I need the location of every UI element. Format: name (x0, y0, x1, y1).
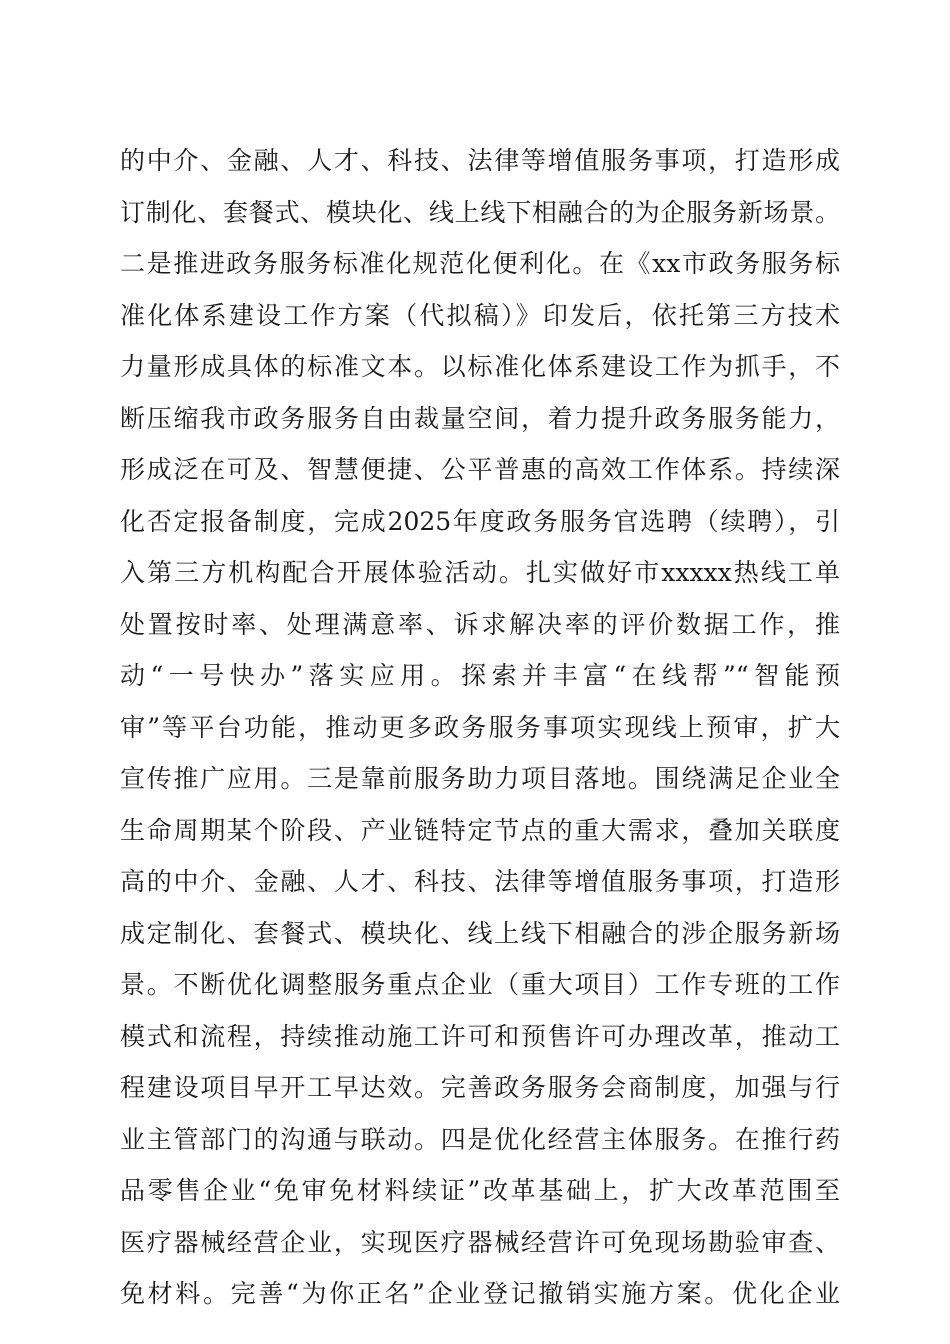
text-line: 入第三方机构配合开展体验活动。扎实做好市xxxxx热线工单 (120, 558, 840, 587)
text-line: 品零售企业“免审免材料续证”改革基础上，扩大改革范围至 (120, 1176, 840, 1205)
text-line: 业主管部门的沟通与联动。四是优化经营主体服务。在推行药 (120, 1124, 840, 1154)
text-line: 生命周期某个阶段、产业链特定节点的重大需求，叠加关联度 (120, 815, 840, 845)
text-line: 订制化、套餐式、模块化、线上线下相融合的为企服务新场景。 (120, 197, 840, 227)
text-line: 程建设项目早开工早达效。完善政务服务会商制度，加强与行 (120, 1073, 840, 1102)
text-line: 力量形成具体的标准文本。以标准化体系建设工作为抓手，不 (120, 352, 840, 381)
text-line: 动“一号快办”落实应用。探索并丰富“在线帮”“智能预 (120, 661, 840, 690)
text-line: 医疗器械经营企业，实现医疗器械经营许可免现场勘验审查、 (120, 1227, 840, 1257)
text-line: 高的中介、金融、人才、科技、法律等增值服务事项，打造形 (120, 867, 840, 896)
body-text (120, 135, 840, 1320)
text-line: 准化体系建设工作方案（代拟稿）》印发后，依托第三方技术 (120, 300, 840, 330)
text-line: 模式和流程，持续推动施工许可和预售许可办理改革，推动工 (120, 1021, 840, 1051)
text-line: 处置按时率、处理满意率、诉求解决率的评价数据工作，推 (120, 609, 840, 639)
text-line: 审”等平台功能，推动更多政务服务事项实现线上预审，扩大 (120, 712, 840, 742)
text-line: 化否定报备制度，完成2025年度政务服务官选聘（续聘），引 (120, 506, 840, 536)
text-line: 断压缩我市政务服务自由裁量空间，着力提升政务服务能力， (120, 403, 840, 433)
text-line: 宣传推广应用。三是靠前服务助力项目落地。围绕满足企业全 (120, 764, 840, 793)
text-line: 形成泛在可及、智慧便捷、公平普惠的高效工作体系。持续深 (120, 455, 840, 484)
text-line: 成定制化、套餐式、模块化、线上线下相融合的涉企服务新场 (120, 918, 840, 948)
text-line: 的中介、金融、人才、科技、法律等增值服务事项，打造形成 (120, 146, 840, 175)
text-line: 免材料。完善“为你正名”企业登记撤销实施方案。优化企业 (120, 1279, 840, 1308)
text-line: 景。不断优化调整服务重点企业（重大项目）工作专班的工作 (120, 970, 840, 999)
text-line: 二是推进政务服务标准化规范化便利化。在《xx市政务服务标 (120, 249, 840, 278)
